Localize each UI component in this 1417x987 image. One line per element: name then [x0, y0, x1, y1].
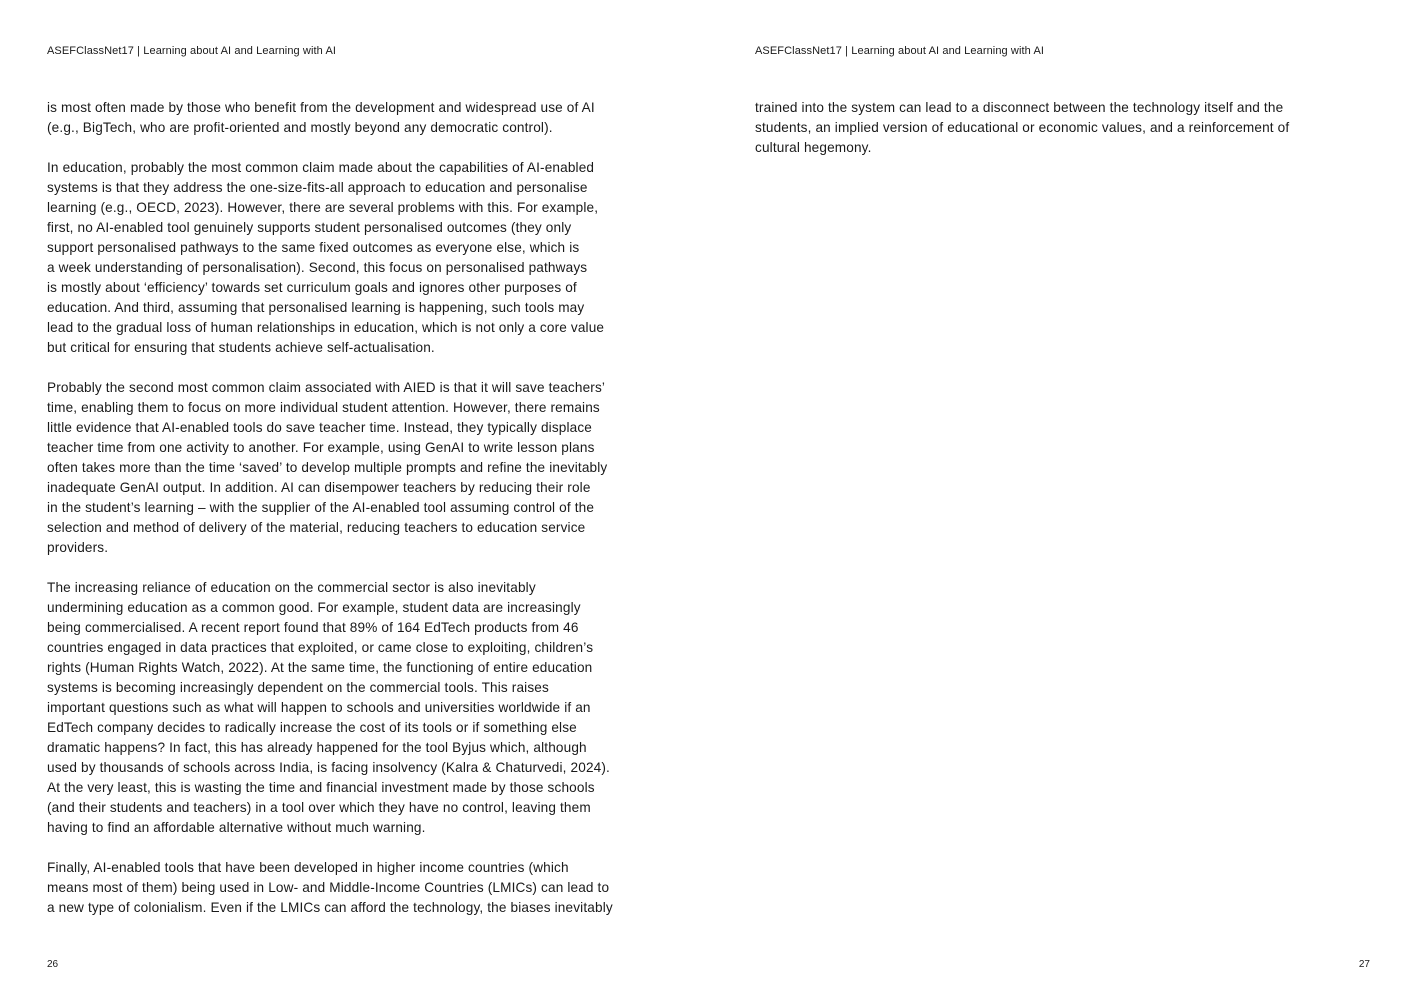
- text-line: lead to the gradual loss of human relationships in education, which is not only a core value: [47, 320, 605, 335]
- text-line: EdTech company decides to radically increase the cost of its tools or if something else: [47, 720, 577, 735]
- left-page: [0, 0, 708, 987]
- text-line: first, no AI-enabled tool genuinely supports student personalised outcomes (they only: [47, 220, 572, 235]
- text-line: (e.g., BigTech, who are profit-oriented and mostly beyond any democratic control).: [47, 120, 553, 135]
- text-line: important questions such as what will happen to schools and universities worldwide if an: [47, 700, 591, 715]
- text-line: inadequate GenAI output. In addition. AI can disempower teachers by reducing their role: [47, 480, 591, 495]
- text-line: The increasing reliance of education on the commercial sector is also inevitably: [47, 580, 536, 595]
- text-line: Probably the second most common claim associated with AIED is that it will save teachers’: [47, 380, 606, 395]
- text-line: Finally, AI-enabled tools that have been developed in higher income countries (which: [47, 860, 569, 875]
- text-line: providers.: [47, 540, 109, 555]
- text-line: selection and method of delivery of the material, reducing teachers to education service: [47, 520, 586, 535]
- body-text: [755, 98, 1395, 178]
- paragraph: [755, 98, 1395, 158]
- text-line: having to find an affordable alternative without much warning.: [47, 820, 426, 835]
- text-line: At the very least, this is wasting the time and financial investment made by those schools: [47, 780, 595, 795]
- text-line: but critical for ensuring that students achieve self-actualisation.: [47, 340, 435, 355]
- text-line: students, an implied version of educational or economic values, and a reinforcement of: [755, 120, 1290, 135]
- text-line: is mostly about ‘efficiency’ towards set curriculum goals and ignores other purposes of: [47, 280, 577, 295]
- text-line: countries engaged in data practices that exploited, or came close to exploiting, children’s: [47, 640, 594, 655]
- running-header: ASEFClassNet17 | Learning about AI and Learning with AI: [47, 45, 337, 57]
- text-line: support personalised pathways to the same fixed outcomes as everyone else, which is: [47, 240, 580, 255]
- text-line: means most of them) being used in Low- and Middle-Income Countries (LMICs) can lead to: [47, 880, 610, 895]
- text-line: little evidence that AI-enabled tools do save teacher time. Instead, they typically displace: [47, 420, 593, 435]
- text-line: is most often made by those who benefit from the development and widespread use of AI: [47, 100, 595, 115]
- paragraph: [47, 98, 687, 138]
- text-line: used by thousands of schools across India, is facing insolvency (Kalra & Chaturvedi, 2024).: [47, 760, 610, 775]
- text-line: a week understanding of personalisation). Second, this focus on personalised pathways: [47, 260, 588, 275]
- text-line: systems is that they address the one-size-fits-all approach to education and personalise: [47, 180, 588, 195]
- text-line: learning (e.g., OECD, 2023). However, there are several problems with this. For example,: [47, 200, 599, 215]
- text-line: time, enabling them to focus on more individual student attention. However, there remains: [47, 400, 600, 415]
- text-line: often takes more than the time ‘saved’ to develop multiple prompts and refine the inevitably: [47, 460, 608, 475]
- text-line: teacher time from one activity to another. For example, using GenAI to write lesson plans: [47, 440, 595, 455]
- text-line: systems is becoming increasingly dependent on the commercial tools. This raises: [47, 680, 549, 695]
- paragraph: [47, 378, 687, 558]
- running-header: ASEFClassNet17 | Learning about AI and Learning with AI: [755, 45, 1045, 57]
- page-number: 26: [47, 959, 59, 970]
- text-line: being commercialised. A recent report found that 89% of 164 EdTech products from 46: [47, 620, 579, 635]
- text-line: In education, probably the most common claim made about the capabilities of AI-enabled: [47, 160, 595, 175]
- body-text: [47, 98, 687, 938]
- text-line: education. And third, assuming that personalised learning is happening, such tools may: [47, 300, 585, 315]
- text-line: dramatic happens? In fact, this has already happened for the tool Byjus which, although: [47, 740, 587, 755]
- page-number: 27: [1358, 959, 1370, 970]
- text-line: rights (Human Rights Watch, 2022). At the same time, the functioning of entire education: [47, 660, 593, 675]
- text-line: undermining education as a common good. For example, student data are increasingly: [47, 600, 581, 615]
- right-page: [708, 0, 1417, 987]
- paragraph: [47, 578, 687, 838]
- text-line: (and their students and teachers) in a tool over which they have no control, leaving them: [47, 800, 591, 815]
- text-line: trained into the system can lead to a disconnect between the technology itself and the: [755, 100, 1284, 115]
- text-line: in the student’s learning – with the supplier of the AI-enabled tool assuming control of the: [47, 500, 595, 515]
- text-line: a new type of colonialism. Even if the LMICs can afford the technology, the biases inevitably: [47, 900, 613, 915]
- paragraph: [47, 858, 687, 918]
- text-line: cultural hegemony.: [755, 140, 872, 155]
- paragraph: [47, 158, 687, 358]
